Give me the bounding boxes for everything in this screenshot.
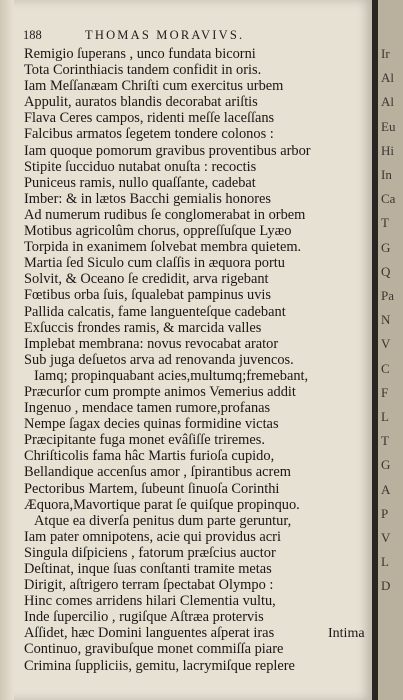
text-line: Ingenuo , mendace tamen rumore,profanas — [24, 400, 271, 417]
text-line: Iamq; propinquabant acies,multumq;fremebant, — [34, 367, 309, 384]
text-line: Aſſidet, hæc Domini languentes aſperat iras — [24, 625, 275, 642]
facing-page-fragment: G — [381, 457, 391, 473]
text-line: Stipite ſucciduo nutabat onuſta : recoctis — [24, 158, 257, 175]
text-line: Præcipitante fuga monet evâſiſſe triremes. — [24, 432, 265, 449]
facing-page-fragment: Ir — [381, 46, 390, 61]
text-line: Torpida in exanimem ſolvebat membra quietem. — [24, 239, 302, 256]
text-line: Fœtibus orba ſuis, ſqualebat pampinus uvis — [24, 287, 272, 304]
text-line: Iam pater omnipotens, acie qui providus acri — [24, 528, 281, 545]
facing-page-fragment: V — [381, 530, 391, 545]
text-line: Crimina ſuppliciis, gemitu, lacrymiſque replere — [24, 657, 295, 674]
facing-page-fragment: Al — [381, 94, 394, 110]
facing-page-fragment: T — [381, 433, 389, 449]
page-gutter — [0, 0, 14, 700]
facing-page-fragment: Pa — [381, 288, 394, 303]
facing-page-fragment: Ca — [381, 191, 396, 207]
running-header — [23, 28, 363, 44]
facing-page-fragment: N — [381, 312, 391, 328]
text-line: Pectoribus Martem, ſubeunt ſinuoſa Corinthi — [24, 480, 280, 497]
text-line: Iam quoque pomorum gravibus proventibus arbor — [24, 142, 311, 159]
facing-page-fragment: Al — [381, 70, 394, 86]
facing-page-fragment: In — [381, 167, 392, 182]
text-line: Deſtinat, inque ſuas conſtanti tramite metas — [24, 561, 272, 577]
text-line: Sub juga deſuetos arva ad renovanda juvencos. — [24, 351, 294, 368]
text-line: Æquora,Mavortique parat ſe quiſque propinquo. — [24, 496, 300, 513]
facing-page-fragment: L — [381, 554, 389, 570]
facing-page-edge — [378, 0, 403, 700]
running-title: THOMAS MORAVIVS. — [85, 28, 245, 42]
text-line: Pallida calcatis, fame languenteſque cadebant — [24, 303, 286, 320]
facing-page-fragment: Q — [381, 263, 391, 279]
text-line: Imber: & in lætos Bacchi gemialis honores — [24, 190, 271, 207]
text-line: Atque ea diverſa penitus dum parte geruntur, — [34, 512, 292, 529]
text-line: Hinc comes arridens hilari Clementia vultu, — [24, 593, 276, 610]
text-line: Ad numerum rudibus ſe conglomerabat in orbem — [24, 206, 306, 223]
text-line: Flava Ceres campos, ridenti meſſe laceſſans — [24, 110, 275, 127]
text-line: Singula diſpiciens , fatorum præſcius auctor — [24, 544, 276, 561]
text-line: Puniceus ramis, nullo quaſſante, cadebat — [24, 174, 256, 191]
facing-page-fragment: L — [381, 409, 389, 424]
text-line: Implebat membrana: novus revocabat arator — [24, 335, 279, 352]
text-line: Falcibus armatos ſegetem tondere colonos : — [24, 126, 274, 143]
text-line: Remigio ſuperans , unco fundata bicorni — [24, 46, 256, 62]
page-number: 188 — [23, 28, 42, 42]
text-line: Iam Meſſanæam Chriſti cum exercitus urbem — [24, 78, 284, 95]
facing-page-fragment: A — [381, 481, 391, 497]
text-line: Motibus agricolûm chorus, oppreſſuſque Lyæo — [24, 223, 292, 240]
facing-page-fragment: V — [381, 336, 391, 352]
facing-page-fragment: Eu — [381, 118, 396, 134]
facing-page-fragment: G — [381, 239, 391, 255]
text-line: Præcurſor cum prompte animos Vemerius addit — [24, 383, 296, 400]
facing-page-fragment: T — [381, 215, 389, 231]
text-line: Chriſticolis fama hâc Martis furioſa cupido, — [24, 448, 275, 465]
text-line: Martia ſed Siculo cum claſſis in æquora portu — [24, 255, 285, 272]
facing-page-fragment: C — [381, 360, 390, 376]
text-line: Nempe ſagax decies quinas formidine victas — [24, 416, 279, 433]
text-line: Tota Corinthiacis tandem confidit in oris. — [24, 62, 262, 79]
text-line: Inde ſupercilio , rugiſque Aſtræa protervis — [24, 609, 264, 626]
facing-page-fragment: Hi — [381, 142, 394, 158]
text-line: Appulit, auratos blandis decorabat ariſtis — [24, 94, 258, 111]
facing-page-fragment: P — [381, 505, 389, 521]
facing-page-fragment: D — [381, 578, 391, 594]
poem-text — [24, 46, 372, 674]
text-line: Dirigit, aſtrigero terram ſpectabat Olympo : — [24, 577, 274, 594]
text-line: Bellandique accenſus amor , ſpirantibus acrem — [24, 464, 291, 481]
text-line: Exſuccis frondes ramis, & marcida valles — [24, 319, 262, 336]
text-line: Solvit, & Oceano ſe credidit, arva rigebant — [24, 271, 269, 288]
text-line: Continuo, gravibuſque monet commiſſa piare — [24, 641, 284, 658]
facing-page-fragment: F — [381, 384, 389, 400]
catchword: Intima — [328, 626, 365, 641]
